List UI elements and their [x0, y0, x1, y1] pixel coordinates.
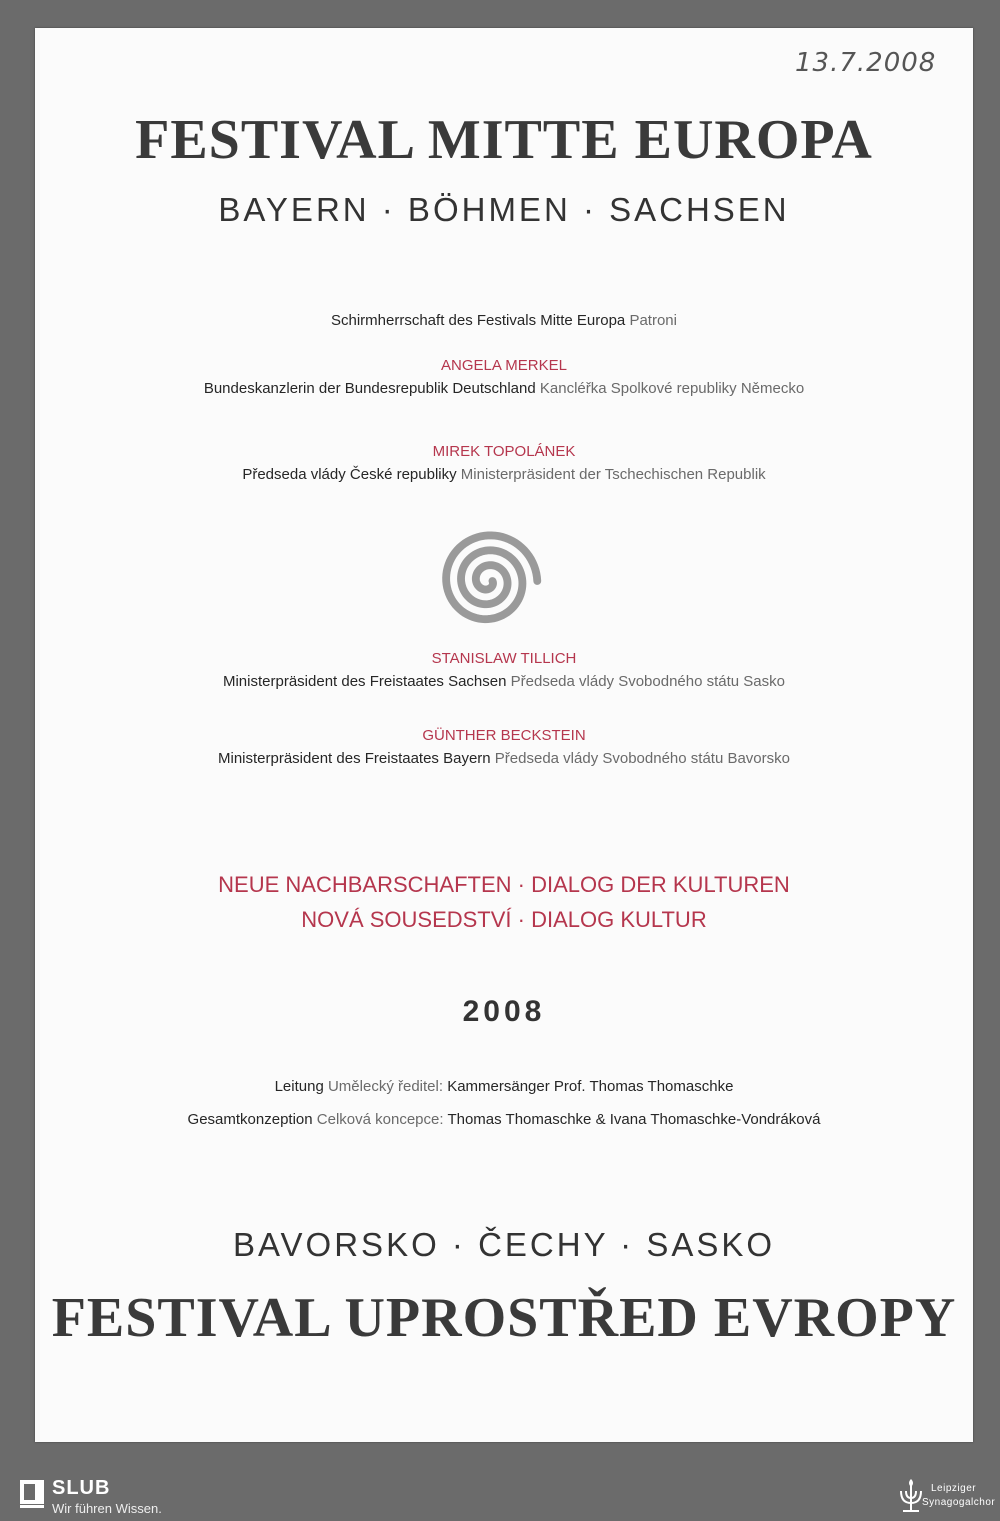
patron-role-secondary: Ministerpräsident der Tschechischen Republik	[460, 466, 766, 483]
slub-logo-icon[interactable]	[20, 1480, 44, 1508]
festival-regions-de: BAYERN · BÖHMEN · SACHSEN	[218, 191, 790, 228]
credit-konzeption-de: Gesamtkonzeption	[187, 1111, 313, 1128]
motto-de: NEUE NACHBARSCHAFTEN · DIALOG DER KULTUREN	[218, 872, 790, 897]
festival-year: 2008	[462, 995, 546, 1028]
spiral-icon	[432, 525, 544, 637]
viewer-footer	[0, 1471, 1000, 1521]
credit-konzeption-name: Thomas Thomaschke & Ivana Thomaschke-Vondráková	[447, 1111, 821, 1128]
motto-cz: NOVÁ SOUSEDSTVÍ · DIALOG KULTUR	[301, 907, 707, 932]
credit-konzeption	[35, 1111, 973, 1128]
patron-role	[35, 466, 973, 483]
festival-regions-cz: BAVORSKO · ČECHY · SASKO	[232, 1226, 776, 1263]
patron-name: GÜNTHER BECKSTEIN	[422, 727, 586, 744]
credit-konzeption-cz: Celková koncepce:	[316, 1111, 444, 1128]
partner-name-line1: Leipziger	[931, 1483, 977, 1494]
credit-leitung-cz: Umělecký ředitel:	[327, 1078, 444, 1095]
patron-role	[35, 380, 973, 397]
patron-name: ANGELA MERKEL	[441, 357, 567, 374]
patron-name: MIREK TOPOLÁNEK	[432, 443, 576, 460]
patron-role	[35, 673, 973, 690]
patron-role-primary: Bundeskanzlerin der Bundesrepublik Deutschland	[203, 380, 536, 397]
document-page	[35, 28, 973, 1442]
credit-leitung-de: Leitung	[274, 1078, 324, 1095]
patron-role-primary: Předseda vlády České republiky	[242, 466, 457, 483]
menorah-icon	[895, 1477, 927, 1515]
handwritten-date: 13.7.2008	[795, 48, 937, 78]
patron-role-secondary: Předseda vlády Svobodného státu Sasko	[510, 673, 785, 690]
patron-role-primary: Ministerpräsident des Freistaates Sachsen	[222, 673, 507, 690]
slub-tagline: Wir führen Wissen.	[52, 1501, 162, 1516]
patron-role	[35, 750, 973, 767]
credit-leitung-name: Kammersänger Prof. Thomas Thomaschke	[447, 1078, 734, 1095]
patron-name: STANISLAW TILLICH	[431, 650, 577, 667]
patron-role-secondary: Kancléřka Spolkové republiky Německo	[539, 380, 805, 397]
patron-role-primary: Ministerpräsident des Freistaates Bayern	[218, 750, 491, 767]
credit-leitung	[35, 1078, 973, 1095]
festival-title-de: FESTIVAL MITTE EUROPA	[135, 109, 873, 171]
spiral-icon-path	[446, 535, 537, 619]
patronage-heading	[35, 312, 973, 329]
partner-name-line2: Synagogalchor	[922, 1497, 996, 1508]
slub-name[interactable]: SLUB	[52, 1477, 111, 1499]
patronage-heading-cz: Patroni	[629, 312, 677, 329]
patron-role-secondary: Předseda vlády Svobodného státu Bavorsko	[494, 750, 790, 767]
festival-title-cz: FESTIVAL UPROSTŘED EVROPY	[51, 1287, 957, 1349]
patronage-heading-de: Schirmherrschaft des Festivals Mitte Europa	[331, 312, 626, 329]
